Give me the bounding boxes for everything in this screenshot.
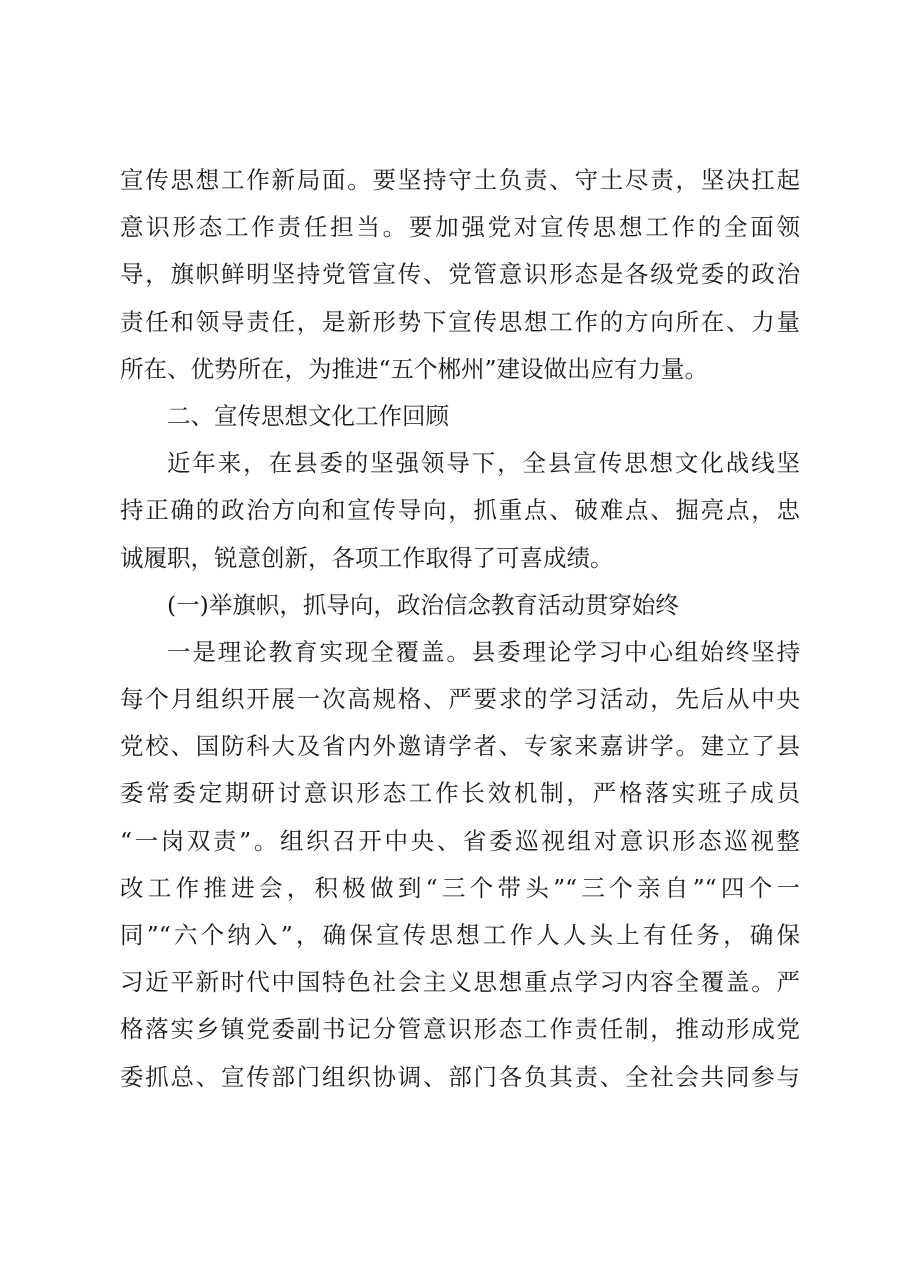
text-line: 委抓总、宣传部门组织协调、部门各负其责、全社会共同参与: [120, 1062, 800, 1091]
text-line: 党校、国防科大及省内外邀请学者、专家来嘉讲学。建立了县: [120, 732, 800, 761]
text-line: 持正确的政治方向和宣传导向，抓重点、破难点、掘亮点，忠: [120, 496, 800, 525]
text-line: 意识形态工作责任担当。要加强党对宣传思想工作的全面领: [120, 213, 800, 242]
text-line: 同”“六个纳入”，确保宣传思想工作人人头上有任务，确保: [120, 921, 800, 949]
text-line: 二、宣传思想文化工作回顾: [167, 401, 449, 430]
text-line: “一岗双责”。组织召开中央、省委巡视组对意识形态巡视整: [120, 826, 800, 855]
text-line: 诚履职，锐意创新，各项工作取得了可喜成绩。: [120, 543, 614, 572]
text-line: 每个月组织开展一次高规格、严要求的学习活动，先后从中央: [120, 685, 800, 714]
text-line: 委常委定期研讨意识形态工作长效机制，严格落实班子成员: [120, 779, 800, 808]
text-line: 改工作推进会，积极做到“三个带头”“三个亲自”“四个一: [120, 873, 800, 902]
text-line: 所在、优势所在，为推进“五个郴州”建设做出应有力量。: [120, 354, 709, 383]
document-body: [120, 157, 800, 1101]
text-line: (一)举旗帜，抓导向，政治信念教育活动贯穿始终: [167, 590, 679, 619]
text-line: 宣传思想工作新局面。要坚持守土负责、守土尽责，坚决扛起: [120, 166, 800, 194]
text-line: 格落实乡镇党委副书记分管意识形态工作责任制，推动形成党: [120, 1015, 800, 1044]
text-line: 近年来，在县委的坚强领导下，全县宣传思想文化战线坚: [167, 449, 800, 478]
text-line: 一是理论教育实现全覆盖。县委理论学习中心组始终坚持: [167, 637, 800, 666]
text-line: 习近平新时代中国特色社会主义思想重点学习内容全覆盖。严: [120, 968, 800, 997]
text-line: 导，旗帜鲜明坚持党管宣传、党管意识形态是各级党委的政治: [120, 260, 800, 289]
text-line: 责任和领导责任，是新形势下宣传思想工作的方向所在、力量: [120, 307, 800, 336]
